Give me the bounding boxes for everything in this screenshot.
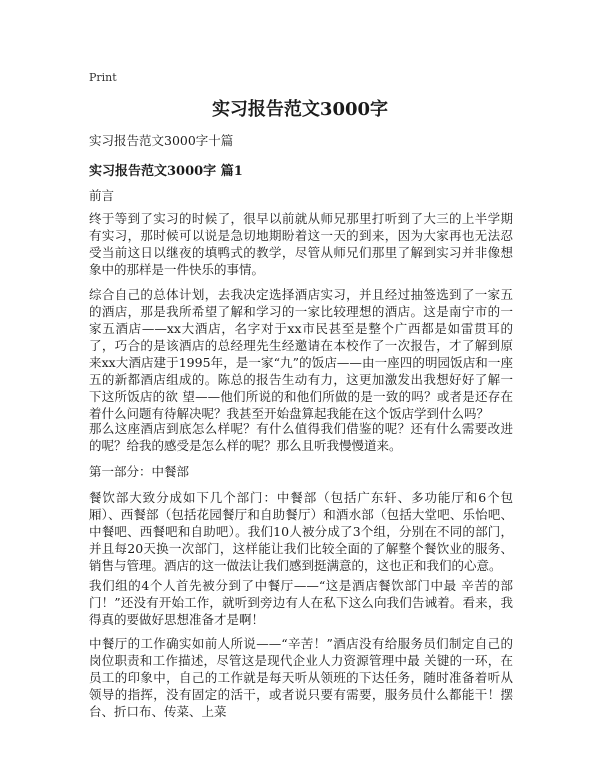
document-subtitle: 实习报告范文3000字十篇 <box>89 133 234 148</box>
paragraph-work: 中餐厅的工作确实如前人所说——“辛苦！”酒店没有给服务员们制定自己的岗位职责和工作描述，尽管这是现代企业人力资源管理中最 关键的一环，在员工的印象中，自己的工作就是每天听从领班的下达任务，随时准备着听从领导的指挥，没有固定的活干，或者说只要有需要，服务员什么都能干！摆台、折口布、传菜、上菜 <box>89 636 513 719</box>
print-label: Print <box>89 71 117 84</box>
paragraph-departments: 餐饮部大致分成如下几个部门：中餐部（包括广东轩、多功能厅和6个包厢）、西餐部（包括花园餐厅和自助餐厅）和酒水部（包括大堂吧、乐怡吧、中餐吧、西餐吧和自助吧）。我们10人被分成了3个组，分别在不同的部门，并且每20天换一次部门，这样能让我们比较全面的了解整个餐饮业的服务、销售与管理。酒店的这一做法让我们感到挺满意的，这也正和我们的心意。 <box>89 490 513 573</box>
paragraph-intro: 终于等到了实习的时候了，很早以前就从师兄那里打听到了大三的上半学期有实习，那时候可以说是急切地期盼着这一天的到来，因为大家再也无法忍受当前这日以继夜的填鸭式的教学，尽管从师兄们那里了解到实习并非像想象中的那样是一件快乐的事情。 <box>89 211 513 277</box>
document-title: 实习报告范文3000字 <box>211 99 389 120</box>
section-heading: 实习报告范文3000字 篇1 <box>89 164 243 179</box>
paragraph-plan: 综合自己的总体计划，去我决定选择酒店实习，并且经过抽签选到了一家五的酒店，那是我所希望了解和学习的一家比较理想的酒店。这是南宁市的一家五酒店——xx大酒店，名字对于xx市民甚至是整个广西都是如雷贯耳的了，巧合的是该酒店的总经理先生经邀请在本校作了一次报告，才了解到原来xx大酒店建于1995年，是一家“九”的饭店——由一座四的明园饭店和一座五的新都酒店组成的。陈总的报告生动有力，这更加激发出我想好好了解一下这所饭店的欲 望——他们所说的和他们所做的是一致的吗？或者是还存在着什么问题有待解决呢？我甚至开始盘算起我能在这个饭店学到什么吗？ <box>89 287 513 421</box>
part1-label: 第一部分：中餐部 <box>89 464 190 479</box>
preface-label: 前言 <box>89 188 115 203</box>
paragraph-chinese-restaurant: 我们组的4个人首先被分到了中餐厅——“这是酒店餐饮部门中最 辛苦的部门！”还没有开始工作，就听到旁边有人在私下这么向我们告诫着。看来，我得真的要做好思想准备才是啊！ <box>89 578 513 627</box>
paragraph-question: 那么这座酒店到底怎么样呢？有什么值得我们借鉴的呢？还有什么需要改进的呢？给我的感受是怎么样的呢？那么且听我慢慢道来。 <box>89 421 513 453</box>
